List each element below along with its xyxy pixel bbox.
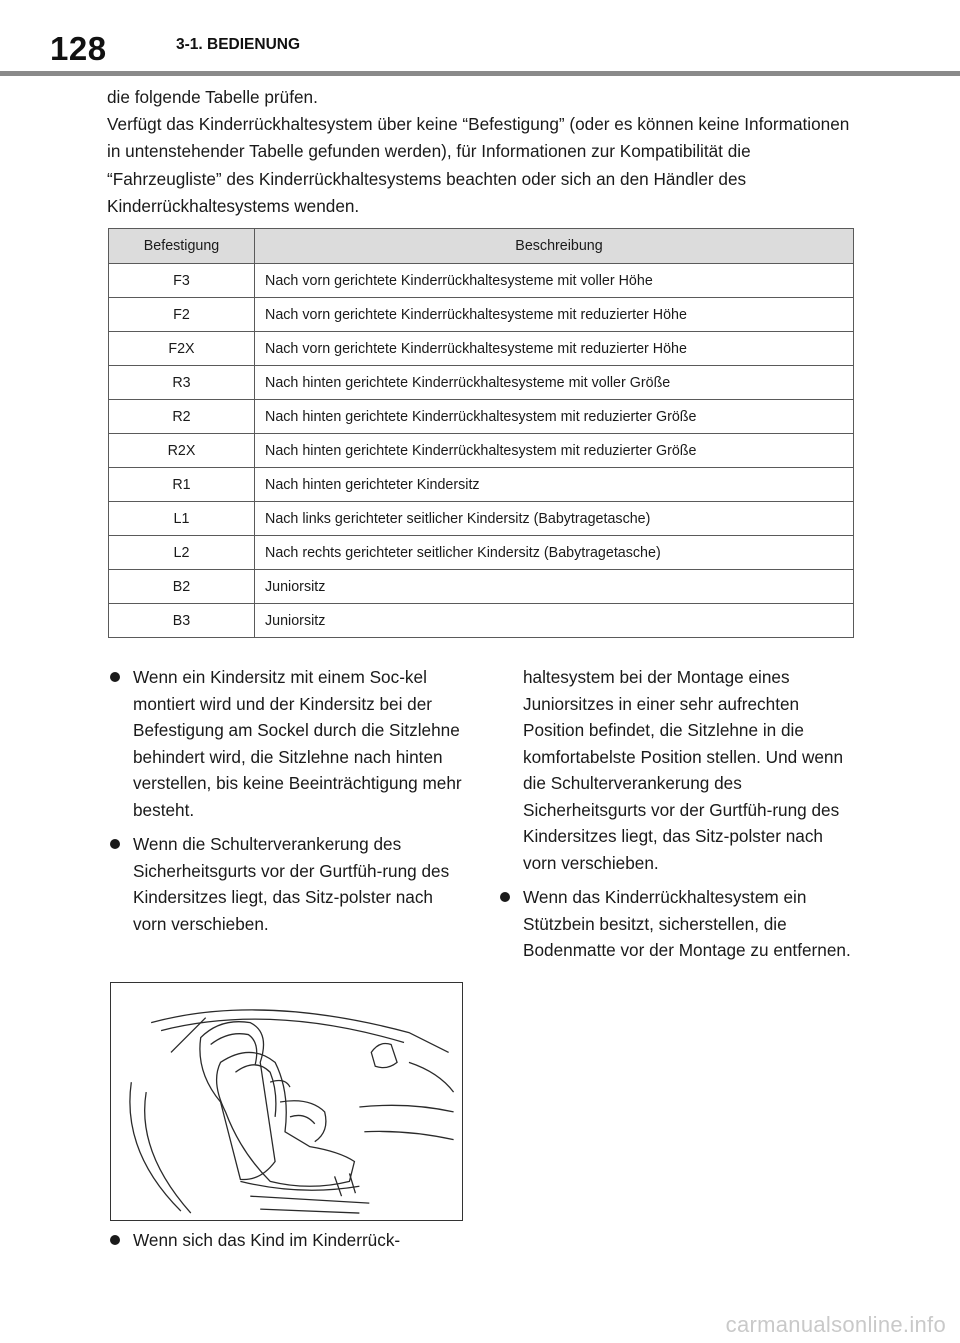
header-divider — [0, 71, 960, 76]
mount-description: Nach hinten gerichtete Kinderrückhaltesystem mit reduzierter Größe — [255, 434, 854, 468]
bullet-dot-icon — [500, 892, 510, 902]
bottom-bullet — [107, 1227, 467, 1262]
bullet-text: Wenn ein Kindersitz mit einem Soc-kel montiert wird und der Kindersitz bei der Befestigung am Sockel durch die Sitzlehne behindert wird, die Sitzlehne nach hinten verstellen, bis keine Beeinträchtigung mehr besteht. — [133, 667, 462, 820]
intro-line: die folgende Tabelle prüfen. — [107, 87, 318, 107]
left-column-bullets — [107, 664, 467, 945]
bullet-text: Wenn das Kinderrückhaltesystem ein Stützbein besitzt, sicherstellen, die Bodenmatte vor der Montage zu entfernen. — [523, 887, 851, 960]
table-row — [109, 536, 854, 570]
mount-description: Nach vorn gerichtete Kinderrückhaltesysteme mit voller Höhe — [255, 264, 854, 298]
mount-description: Nach hinten gerichteter Kindersitz — [255, 468, 854, 502]
table-row — [109, 332, 854, 366]
table-row — [109, 298, 854, 332]
mount-code: B3 — [109, 604, 255, 638]
bullet-text: Wenn die Schulterverankerung des Sicherheitsgurts vor der Gurtfüh-rung des Kindersitzes liegt, das Sitz-polster nach vorn verschieben. — [133, 834, 450, 934]
mount-code: R2 — [109, 400, 255, 434]
bullet-item — [107, 1227, 467, 1254]
mount-code: L1 — [109, 502, 255, 536]
table-row — [109, 502, 854, 536]
bullet-item — [107, 664, 467, 823]
bullet-dot-icon — [110, 839, 120, 849]
mount-code: F2 — [109, 298, 255, 332]
mount-code: R3 — [109, 366, 255, 400]
mount-description: Juniorsitz — [255, 570, 854, 604]
table-row — [109, 604, 854, 638]
mount-description: Nach hinten gerichtete Kinderrückhaltesystem mit reduzierter Größe — [255, 400, 854, 434]
mount-description: Juniorsitz — [255, 604, 854, 638]
right-column — [497, 664, 857, 972]
table-header-row — [109, 229, 854, 264]
section-title: 3-1. BEDIENUNG — [176, 36, 301, 53]
page-number: 128 — [50, 30, 107, 67]
mount-code: B2 — [109, 570, 255, 604]
bullet-dot-icon — [110, 672, 120, 682]
table-row — [109, 264, 854, 298]
mount-code: F2X — [109, 332, 255, 366]
table-row — [109, 468, 854, 502]
bullet-item — [497, 884, 857, 964]
watermark: carmanualsonline.info — [725, 1312, 946, 1337]
mount-description: Nach links gerichteter seitlicher Kindersitz (Babytragetasche) — [255, 502, 854, 536]
mount-description: Nach vorn gerichtete Kinderrückhaltesysteme mit reduzierter Höhe — [255, 332, 854, 366]
table-row — [109, 400, 854, 434]
mount-code: R2X — [109, 434, 255, 468]
bullet-text: Wenn sich das Kind im Kinderrück- — [133, 1230, 401, 1250]
bullet-item — [107, 831, 467, 937]
continuation-text: haltesystem bei der Montage eines Juniorsitzes in einer sehr aufrechten Position befindet, die Sitzlehne in die komfortabelste Position stellen. Und wenn die Schulterverankerung des Sicherheitsgurts vor der Gurtfüh-rung des Kindersitzes liegt, das Sitz-polster nach vorn verschieben. — [523, 667, 844, 873]
intro-paragraph: Verfügt das Kinderrückhaltesystem über keine “Befestigung” (oder es können keine Informationen in untenstehender Tabelle gefunden werden), für Informationen zur Kompatibilität die “Fahrzeugliste” des Kinderrückhaltesystems beachten oder sich an den Händler des Kinderrückhaltesystems wenden. — [107, 114, 850, 216]
mounting-table — [108, 228, 854, 638]
page-header — [0, 0, 960, 80]
bullet-dot-icon — [110, 1235, 120, 1245]
intro-text — [107, 84, 867, 220]
mount-code: L2 — [109, 536, 255, 570]
column-header-befestigung: Befestigung — [109, 229, 255, 264]
table-row — [109, 366, 854, 400]
mount-code: R1 — [109, 468, 255, 502]
mount-description: Nach rechts gerichteter seitlicher Kindersitz (Babytragetasche) — [255, 536, 854, 570]
table-row — [109, 570, 854, 604]
mount-description: Nach vorn gerichtete Kinderrückhaltesysteme mit reduzierter Höhe — [255, 298, 854, 332]
child-seat-illustration — [110, 982, 463, 1221]
table-row — [109, 434, 854, 468]
column-header-beschreibung: Beschreibung — [255, 229, 854, 264]
mount-code: F3 — [109, 264, 255, 298]
mount-description: Nach hinten gerichtete Kinderrückhaltesysteme mit voller Größe — [255, 366, 854, 400]
